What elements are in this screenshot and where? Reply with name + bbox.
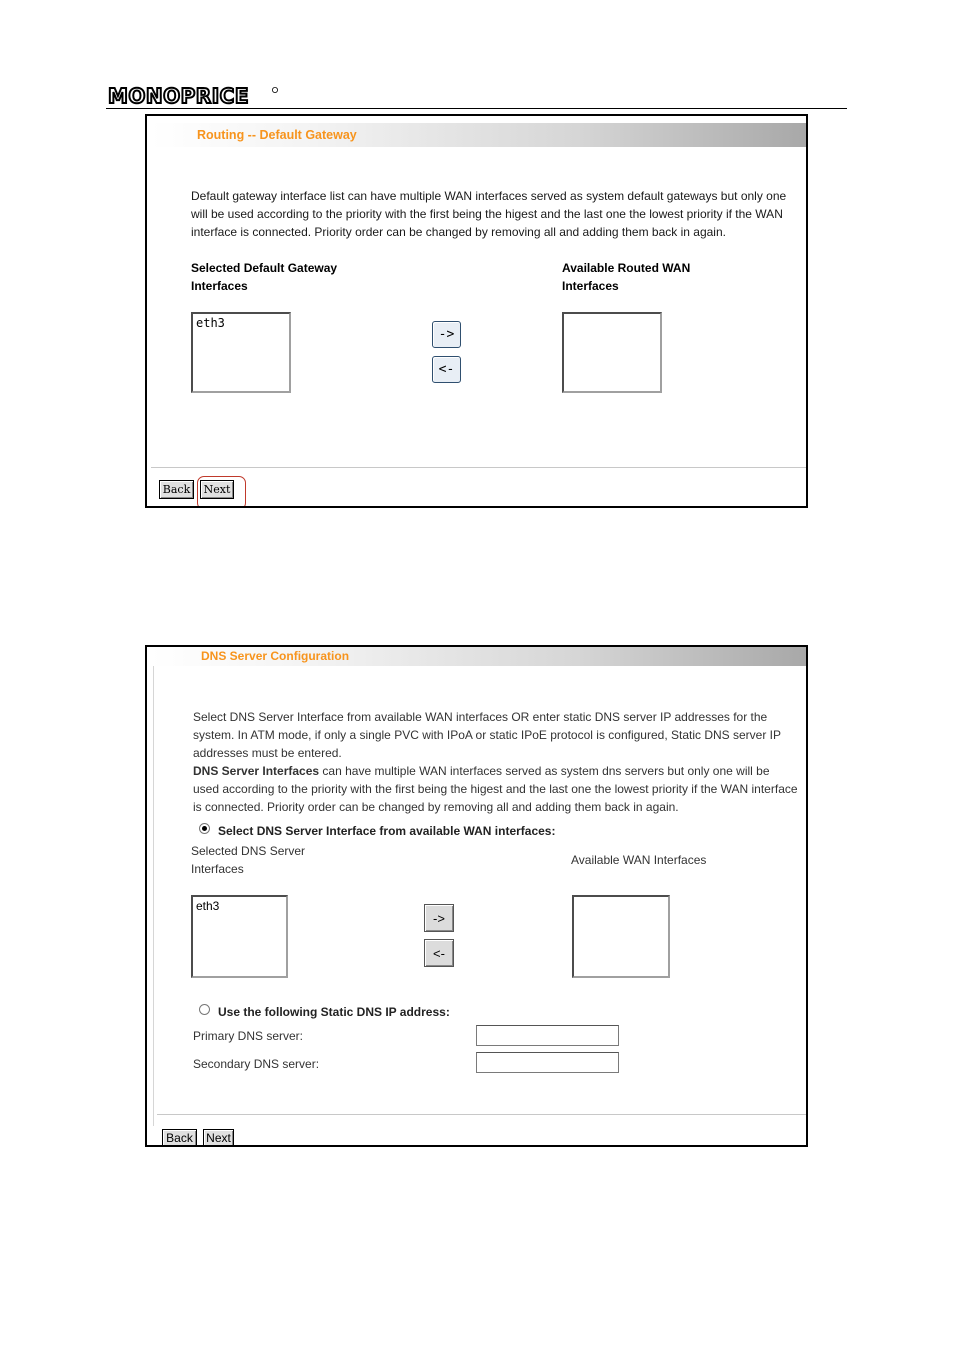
routing-description-line: Default gateway interface list can have multiple WAN interfaces served as system default gateways but only one (191, 189, 787, 203)
list-item[interactable]: eth3 (196, 899, 220, 913)
routing-description-line: interface is connected. Priority order can be changed by removing all and adding them back in again. (191, 225, 726, 239)
dns-description-line: DNS Server Interfaces can have multiple WAN interfaces served as system dns servers but only one will be (193, 764, 770, 778)
selected-gateway-label: Selected Default Gateway Interfaces (191, 261, 338, 293)
dns-title: DNS Server Configuration (201, 649, 350, 663)
dns-intro-line: addresses must be entered. (193, 746, 342, 760)
available-routed-wan-listbox[interactable] (562, 312, 662, 393)
dns-intro-line: Select DNS Server Interface from available WAN interfaces OR enter static DNS server IP addresses for the (193, 710, 768, 724)
add-dns-button[interactable]: -> (424, 904, 454, 932)
routing-title-bar (151, 123, 806, 147)
add-gateway-button[interactable]: -> (432, 321, 461, 348)
list-item[interactable]: eth3 (196, 316, 225, 330)
monoprice-logo (108, 84, 280, 108)
dns-next-button[interactable]: Next (203, 1129, 234, 1147)
dns-back-button[interactable]: Back (162, 1129, 197, 1147)
dns-interface-option-label: Select DNS Server Interface from available WAN interfaces: (218, 824, 556, 838)
secondary-dns-label: Secondary DNS server: (193, 1057, 320, 1071)
dns-interface-radio[interactable] (199, 823, 210, 834)
dns-description-line: is connected. Priority order can be changed by removing all and adding them back in again. (193, 800, 679, 814)
routing-title: Routing -- Default Gateway (197, 128, 357, 142)
dns-separator (157, 1114, 806, 1115)
selected-gateway-listbox[interactable] (191, 312, 291, 393)
back-button[interactable]: Back (159, 480, 194, 499)
routing-description (191, 187, 806, 241)
next-button-highlight (197, 476, 246, 508)
dns-server-configuration-panel (145, 645, 808, 1147)
selected-dns-listbox[interactable] (191, 895, 288, 978)
secondary-dns-input[interactable] (476, 1052, 619, 1073)
static-dns-radio[interactable] (199, 1004, 210, 1015)
available-wan-label: Available WAN Interfaces (571, 853, 707, 867)
dns-title-bar (151, 647, 806, 666)
header-rule (106, 108, 847, 109)
available-routed-wan-label: Available Routed WAN Interfaces (562, 261, 691, 293)
primary-dns-input[interactable] (476, 1025, 619, 1046)
remove-dns-button[interactable]: <- (424, 939, 454, 967)
routing-separator (151, 467, 806, 468)
dns-intro-line: system. In ATM mode, if only a single PVC with IPoA or static IPoE protocol is configured, Static DNS server IP (193, 728, 782, 742)
available-wan-listbox[interactable] (572, 895, 670, 978)
brand-name: MONOPRICE (108, 84, 249, 108)
primary-dns-label: Primary DNS server: (193, 1029, 304, 1043)
routing-default-gateway-panel (145, 114, 808, 508)
dns-intro (193, 708, 808, 816)
static-dns-option-label: Use the following Static DNS IP address: (218, 1005, 450, 1019)
selected-dns-label: Selected DNS Server Interfaces (191, 844, 306, 876)
remove-gateway-button[interactable]: <- (432, 356, 461, 383)
dns-description-line: used according to the priority with the first being the higest and the last one the lowest priority if the WAN interface (193, 782, 798, 796)
dns-left-rule (153, 666, 154, 1126)
routing-description-line: will be used according to the priority with the first being the higest and the last one the lowest priority if the WAN (191, 207, 783, 221)
dns-description-bold: DNS Server Interfaces (193, 764, 320, 778)
next-button[interactable]: Next (200, 480, 234, 499)
